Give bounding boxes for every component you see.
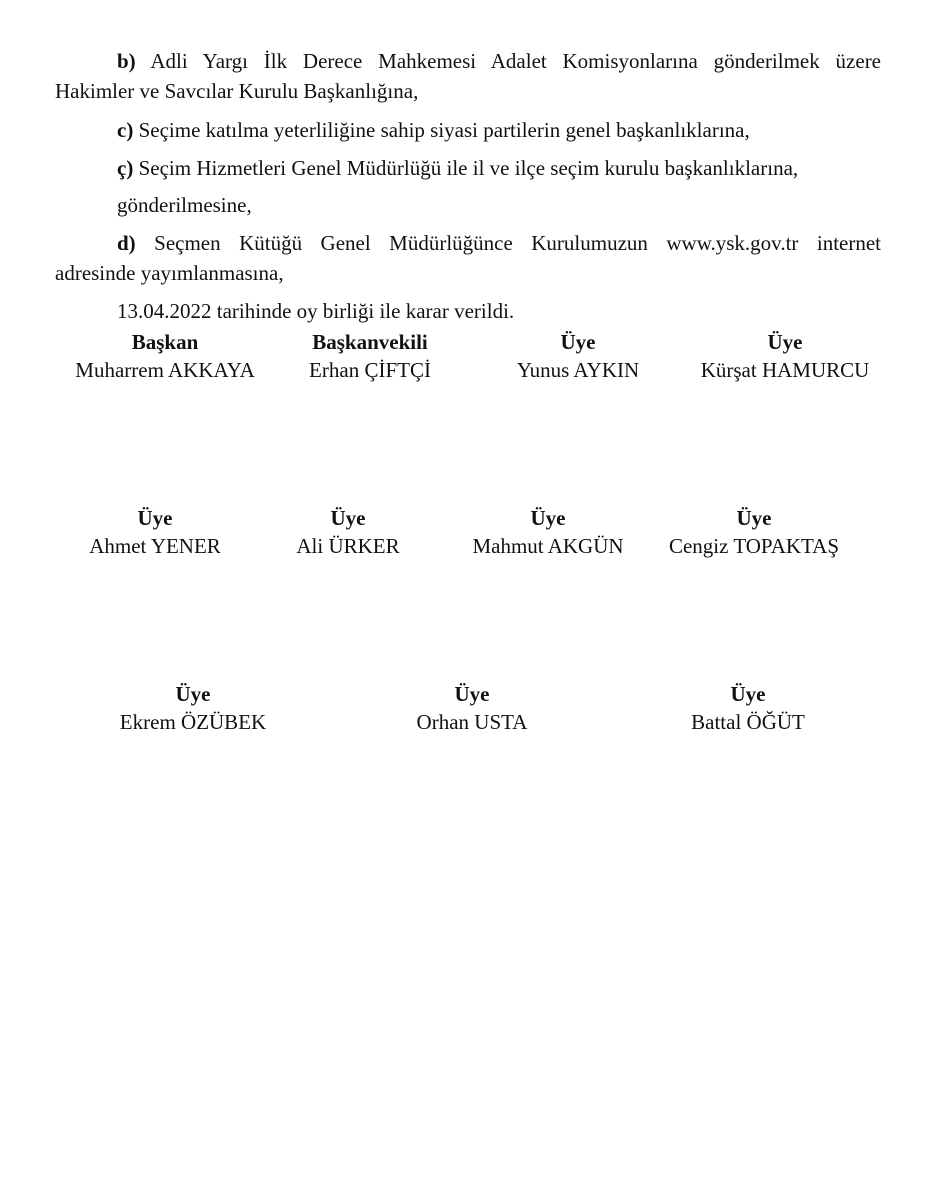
signatory-role: Başkan xyxy=(131,330,199,354)
signatory-name: Erhan ÇİFTÇİ xyxy=(309,358,431,382)
paragraph-cc-label: ç) xyxy=(117,156,134,180)
signatory-role: Üye xyxy=(730,682,766,706)
signatory-member xyxy=(248,504,448,560)
paragraph-c-text: Seçime katılma yeterliliğine sahip siyasi partilerin genel başkanlıklarına, xyxy=(138,118,750,142)
signatory-role: Üye xyxy=(560,330,596,354)
signatory-role: Üye xyxy=(767,330,803,354)
signatory-role: Üye xyxy=(454,682,490,706)
signatory-name: Ali ÜRKER xyxy=(296,534,400,558)
signatory-name: Ahmet YENER xyxy=(89,534,221,558)
decision-statement: 13.04.2022 tarihinde oy birliği ile karar verildi. xyxy=(117,299,515,323)
signatory-name: Orhan USTA xyxy=(416,710,528,734)
paragraph-c-label: c) xyxy=(117,118,134,142)
signatory-member xyxy=(478,328,678,384)
signatory-name: Kürşat HAMURCU xyxy=(700,358,870,382)
signatory-role: Üye xyxy=(530,506,566,530)
signatory-member xyxy=(372,680,572,736)
signatory-deputy-chairman xyxy=(270,328,470,384)
signatory-role: Üye xyxy=(175,682,211,706)
signatory-member xyxy=(55,504,255,560)
signatory-role: Üye xyxy=(330,506,366,530)
signatory-chairman xyxy=(60,328,270,384)
signatory-role: Başkanvekili xyxy=(312,330,428,354)
signatory-member xyxy=(648,504,860,560)
signatory-member xyxy=(93,680,293,736)
signatory-name: Ekrem ÖZÜBEK xyxy=(119,710,267,734)
signatory-name: Yunus AYKIN xyxy=(516,358,640,382)
signatory-role: Üye xyxy=(137,506,173,530)
paragraph-b-line2: Hakimler ve Savcılar Kurulu Başkanlığına, xyxy=(55,79,419,103)
paragraph-b-text: Adli Yargı İlk Derece Mahkemesi Adalet Komisyonlarına gönderilmek üzere xyxy=(150,49,882,73)
signatory-role: Üye xyxy=(736,506,772,530)
send-clause: gönderilmesine, xyxy=(117,193,252,217)
signatory-name: Mahmut AKGÜN xyxy=(472,534,624,558)
paragraph-cc xyxy=(55,153,881,183)
paragraph-d-line2: adresinde yayımlanmasına, xyxy=(55,261,284,285)
paragraph-d-line1 xyxy=(55,228,881,258)
paragraph-b-line1 xyxy=(55,46,881,76)
signatory-member xyxy=(448,504,648,560)
signatory-name: Muharrem AKKAYA xyxy=(75,358,255,382)
paragraph-d-text: Seçmen Kütüğü Genel Müdürlüğünce Kurulumuzun www.ysk.gov.tr internet xyxy=(154,231,881,255)
paragraph-cc-text: Seçim Hizmetleri Genel Müdürlüğü ile il ve ilçe seçim kurulu başkanlıklarına, xyxy=(138,156,799,180)
paragraph-c xyxy=(55,115,881,145)
paragraph-d-label: d) xyxy=(117,231,136,255)
signatory-name: Cengiz TOPAKTAŞ xyxy=(668,534,840,558)
paragraph-b-label: b) xyxy=(117,49,136,73)
signatory-member xyxy=(680,328,890,384)
signatory-name: Battal ÖĞÜT xyxy=(691,710,805,734)
signatory-member xyxy=(648,680,848,736)
